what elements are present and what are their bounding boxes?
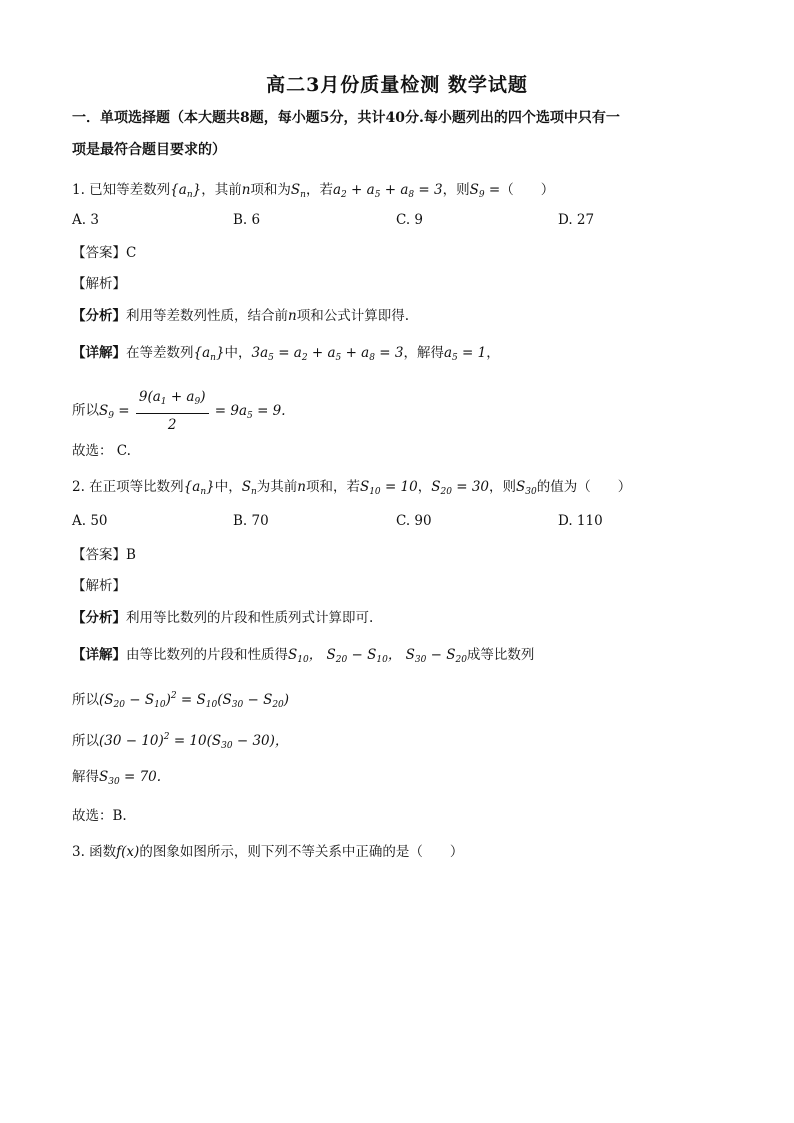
q2-step3: 解得$S_{30} = 70$.	[72, 769, 162, 787]
q2-detail: 【详解】由等比数列的片段和性质得$S_{10}$， $S_{20} - S_{10}$， $S_{30} - S_{20}$成等比数列	[72, 647, 535, 665]
q2-option-b: B. 70	[233, 513, 269, 529]
q1-sum-formula: 所以$S_9$ = $\frac{9(a_1 + a_9)}{2}$ = $9a_5 = 9$.	[72, 386, 286, 436]
q2-stem: 2. 在正项等比数列$\{a_n\}$中，$S_n$为其前n项和，若$S_{10} = 10$，$S_{20} = 30$，则$S_{30}$的值为（ ）	[72, 479, 632, 497]
q1-option-a: A. 3	[72, 212, 99, 228]
q1-analysis: 【分析】利用等差数列性质，结合前n项和公式计算即得.	[72, 308, 409, 324]
q2-step2: 所以$(30 - 10)^2 = 10(S_{30} - 30)$，	[72, 732, 289, 751]
q1-option-d: D. 27	[558, 212, 595, 228]
q2-jiexi: 【解析】	[72, 578, 126, 594]
q2-option-c: C. 90	[396, 513, 432, 529]
q1-detail: 【详解】在等差数列$\{a_n\}$中，$3a_5 = a_2 + a_5 + a_8 = 3$，解得$a_5 = 1$，	[72, 345, 500, 363]
q3-stem: 3. 函数f(x)的图象如图所示，则下列不等关系中正确的是（ ）	[72, 844, 464, 860]
q1-option-b: B. 6	[233, 212, 261, 228]
q1-choose: 故选： C.	[72, 443, 131, 459]
q2-analysis: 【分析】利用等比数列的片段和性质列式计算即可.	[72, 610, 374, 626]
q2-option-a: A. 50	[72, 513, 108, 529]
q1-stem: 1. 已知等差数列$\{a_n\}$，其前n项和为$S_n$，若$a_2 + a_5 + a_8 = 3$，则$S_9$ =（ ）	[72, 182, 555, 200]
q1-option-c: C. 9	[396, 212, 424, 228]
math-condition: $a_2 + a_5 + a_8 = 3$	[332, 182, 443, 200]
q2-option-d: D. 110	[558, 513, 603, 529]
q1-jiexi: 【解析】	[72, 276, 126, 292]
q2-answer: 【答案】B	[72, 547, 136, 563]
section-heading-line1: 一．单项选择题（本大题共8题，每小题5分，共计40分.每小题列出的四个选项中只有一	[72, 110, 620, 126]
q2-choose: 故选：B.	[72, 808, 127, 824]
page-title: 高二3月份质量检测 数学试题	[266, 74, 528, 96]
fraction: $\frac{9(a_1 + a_9)}{2}$	[136, 386, 209, 436]
q1-answer: 【答案】C	[72, 245, 137, 261]
section-heading-line2: 项是最符合题目要求的）	[72, 142, 226, 158]
q2-step1: 所以$(S_{20} - S_{10})^2 = S_{10}(S_{30} - S_{20})$	[72, 691, 290, 710]
math-an-seq: $\{a_n\}$	[170, 182, 202, 200]
